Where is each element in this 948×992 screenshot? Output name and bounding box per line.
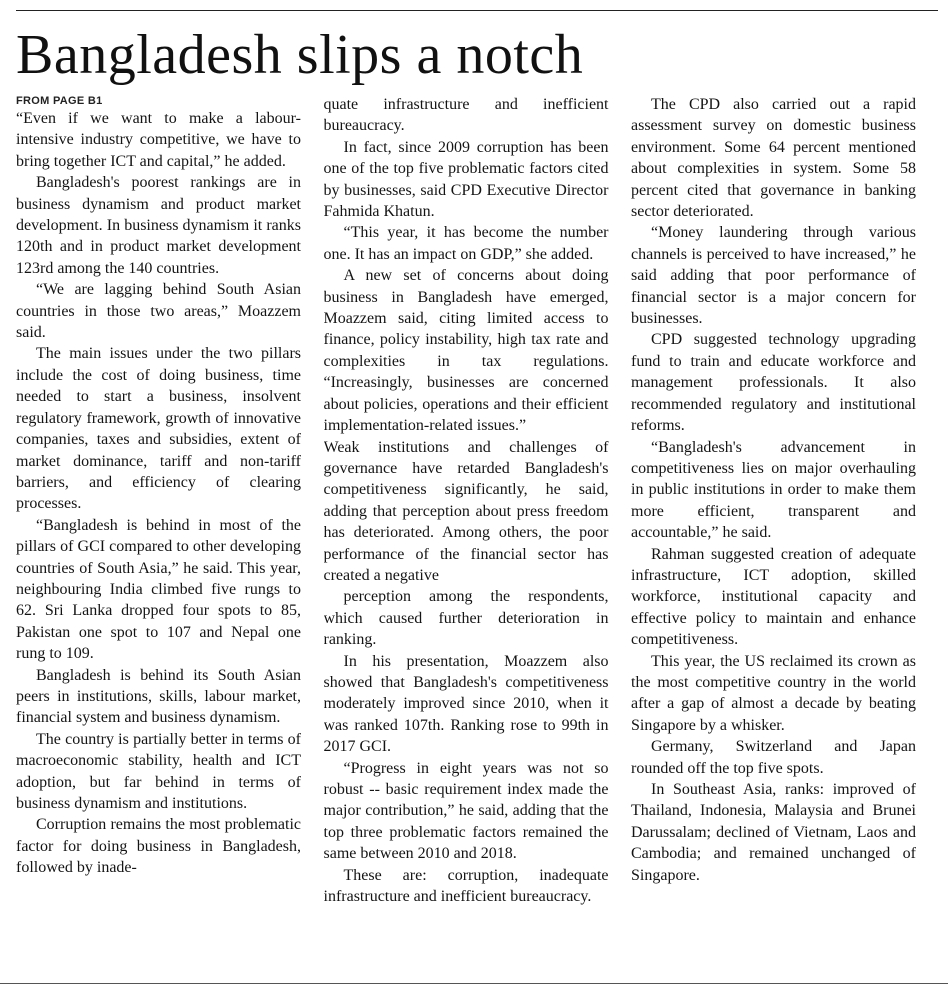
- paragraph: “Even if we want to make a labour-intensive industry competitive, we have to bring together ICT and capital,” he added.: [16, 110, 301, 170]
- paragraph: “Progress in eight years was not so robust -- basic requirement index made the major contribution,” he said, adding that the top three problematic factors remained the same between 2010 and 2018.: [323, 759, 609, 863]
- paragraph: A new set of concerns about doing business in Bangladesh have emerged, Moazzem said, citing limited access to finance, policy instability, high tax rate and complexities in tax regulations. “Increasingly, businesses are concerned about policies, operations and their efficient implementation-related issues.”: [323, 267, 609, 435]
- paragraph: Germany, Switzerland and Japan rounded off the top five spots.: [631, 738, 916, 777]
- paragraph: Bangladesh's poorest rankings are in business dynamism and product market development. In business dynamism it ranks 120th and in product market development 123rd among the 140 countries.: [16, 174, 301, 277]
- paragraph: Corruption remains the most problematic factor for doing business in Bangladesh, followed by inade-: [16, 816, 301, 877]
- column-3: [631, 94, 916, 974]
- column-1: [16, 94, 301, 974]
- column-2: [324, 94, 609, 974]
- paragraph: perception among the respondents, which caused further deterioration in ranking.: [323, 588, 609, 649]
- paragraph: “Bangladesh's advancement in competitiveness lies on major overhauling in public institutions in order to make them more efficient, transparent and accountable,” he said.: [631, 438, 916, 542]
- paragraph: This year, the US reclaimed its crown as the most competitive country in the world after a gap of almost a decade by beating Singapore by a whisker.: [631, 652, 916, 734]
- paragraph: “Bangladesh is behind in most of the pillars of GCI compared to other developing countries of South Asia,” he said. This year, neighbouring India climbed five rungs to 62. Sri Lanka dropped four spots to 85, Pakistan one spot to 107 and Nepal one rung to 109.: [16, 516, 301, 663]
- paragraph: In his presentation, Moazzem also showed that Bangladesh's competitiveness moderately improved since 2010, when it was ranked 107th. Ranking rose to 99th in 2017 GCI.: [323, 652, 609, 756]
- paragraph: CPD suggested technology upgrading fund to train and educate workforce and management professionals. It also recommended regulatory and institutional reforms.: [631, 331, 916, 435]
- top-rule: [16, 10, 938, 11]
- dateline: FROM PAGE B1: [16, 95, 103, 107]
- paragraph: The country is partially better in terms of macroeconomic stability, health and ICT adoption, but far behind in terms of business dynamism and institutions.: [16, 730, 301, 812]
- paragraph: The CPD also carried out a rapid assessment survey on domestic business environment. Some 64 percent mentioned about complexities in system. Some 58 percent cited that governance in banking sector deteriorated.: [631, 96, 916, 221]
- paragraph: “Money laundering through various channels is perceived to have increased,” he said adding that poor performance of financial sector is a major concern for businesses.: [631, 224, 916, 328]
- paragraph: quate infrastructure and inefficient bureaucracy.: [323, 96, 609, 135]
- headline: Bangladesh slips a notch: [16, 24, 584, 86]
- paragraph: The main issues under the two pillars include the cost of doing business, time needed to start a business, insolvent regulatory framework, growth of innovative companies, taxes and subsidies, extent of market dominance, tariff and non-tariff barriers, and efficiency of clearing processes.: [16, 345, 301, 513]
- article-body: [16, 94, 916, 974]
- bottom-rule: [0, 983, 948, 984]
- paragraph: “We are lagging behind South Asian countries in those two areas,” Moazzem said.: [16, 281, 301, 342]
- paragraph: In Southeast Asia, ranks: improved of Thailand, Indonesia, Malaysia and Brunei Darussalam; declined of Vietnam, Laos and Cambodia; and remained unchanged of Singapore.: [631, 781, 916, 884]
- paragraph: Bangladesh is behind its South Asian peers in institutions, skills, labour market, financial system and business dynamism.: [16, 666, 301, 727]
- paragraph: Rahman suggested creation of adequate infrastructure, ICT adoption, skilled workforce, institutional capacity and effective policy to maintain and enhance competitiveness.: [631, 545, 916, 649]
- paragraph: In fact, since 2009 corruption has been one of the top five problematic factors cited by businesses, said CPD Executive Director Fahmida Khatun.: [323, 138, 609, 221]
- paragraph: Weak institutions and challenges of governance have retarded Bangladesh's competitiveness significantly, he said, adding that perception about press freedom has deteriorated. Among others, the poor performance of the financial sector has created a negative: [323, 438, 609, 584]
- paragraph: “This year, it has become the number one. It has an impact on GDP,” she added.: [323, 224, 609, 263]
- paragraph: These are: corruption, inadequate infrastructure and inefficient bureaucracy.: [323, 866, 609, 906]
